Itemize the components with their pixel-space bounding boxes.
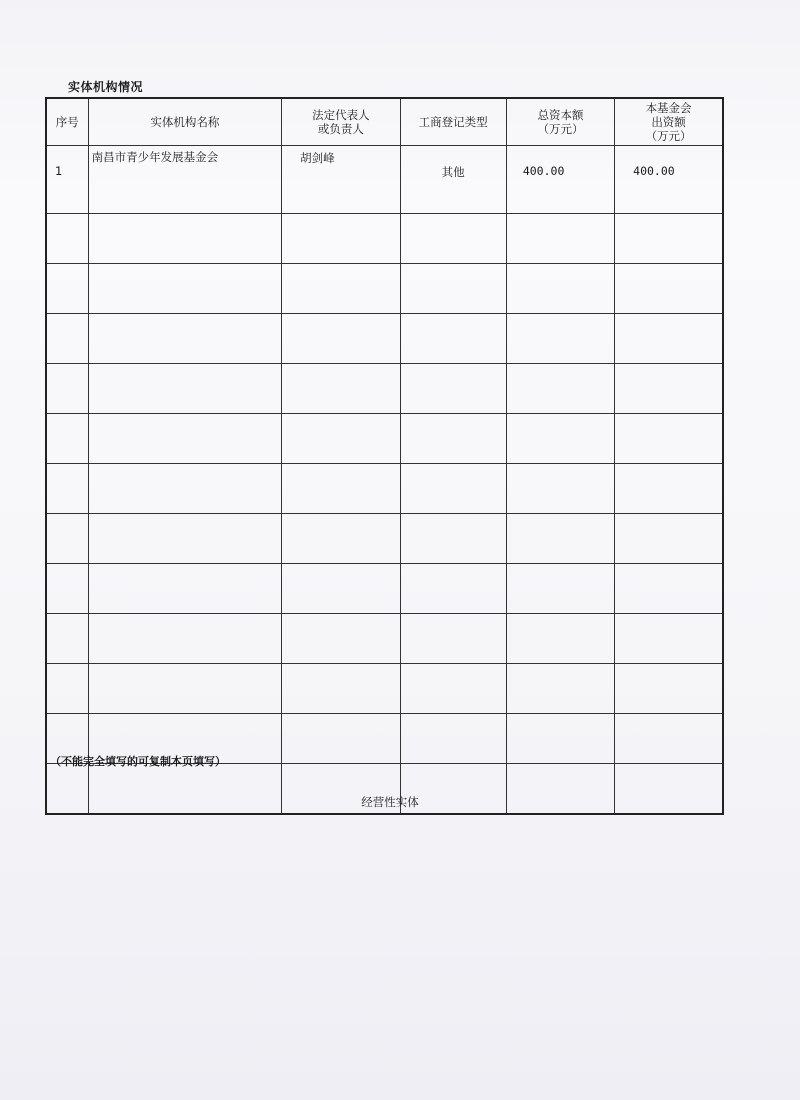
entity-table: [45, 97, 724, 815]
empty-cell: [506, 514, 614, 564]
empty-cell: [282, 664, 400, 714]
table-row: [46, 146, 723, 214]
cell-seq: 1: [46, 146, 88, 214]
empty-cell: [282, 564, 400, 614]
empty-cell: [46, 364, 88, 414]
cell-representative: 胡剑峰: [282, 146, 400, 214]
empty-cell: [46, 414, 88, 464]
empty-cell: [615, 564, 723, 614]
empty-cell: [506, 564, 614, 614]
empty-cell: [400, 364, 506, 414]
empty-cell: [506, 314, 614, 364]
header-reg-type-label: 工商登记类型: [418, 115, 488, 129]
empty-cell: [88, 264, 282, 314]
empty-cell: [506, 264, 614, 314]
empty-cell: [282, 514, 400, 564]
empty-cell: [400, 464, 506, 514]
empty-cell: [46, 464, 88, 514]
empty-cell: [506, 664, 614, 714]
empty-cell: [506, 614, 614, 664]
empty-cell: [506, 364, 614, 414]
header-contribution: [615, 98, 723, 146]
table-row-empty: [46, 614, 723, 664]
table-row-empty: [46, 264, 723, 314]
empty-cell: [46, 314, 88, 364]
empty-cell: [400, 714, 506, 764]
table-row-empty: [46, 364, 723, 414]
empty-cell: [88, 664, 282, 714]
header-total-capital: [506, 98, 614, 146]
empty-cell: [282, 464, 400, 514]
empty-cell: [615, 664, 723, 714]
empty-cell: [615, 464, 723, 514]
table-row-empty: [46, 214, 723, 264]
empty-cell: [46, 564, 88, 614]
empty-cell: [400, 514, 506, 564]
header-seq-label: 序号: [55, 115, 79, 129]
table-row-empty: [46, 414, 723, 464]
empty-cell: [506, 714, 614, 764]
empty-cell: [282, 214, 400, 264]
empty-cell: [282, 614, 400, 664]
table-row-empty: [46, 664, 723, 714]
cell-entity-name: 南昌市青少年发展基金会: [88, 146, 282, 214]
empty-cell: [400, 264, 506, 314]
empty-cell: [88, 564, 282, 614]
empty-cell: [400, 614, 506, 664]
empty-cell: [506, 214, 614, 264]
empty-cell: [46, 264, 88, 314]
footnote: （不能完全填写的可复制本页填写）: [50, 755, 226, 768]
header-contrib-line3: （万元）: [645, 129, 692, 143]
cell-total-capital: 400.00: [506, 146, 614, 214]
empty-cell: [88, 314, 282, 364]
empty-cell: [400, 664, 506, 714]
empty-cell: [400, 314, 506, 364]
empty-cell: [615, 414, 723, 464]
empty-cell: [282, 264, 400, 314]
empty-cell: [615, 314, 723, 364]
empty-cell: [88, 464, 282, 514]
empty-cell: [506, 414, 614, 464]
table-row-empty: [46, 564, 723, 614]
empty-cell: [400, 564, 506, 614]
empty-cell: [615, 364, 723, 414]
header-rep-line2: 或负责人: [317, 122, 364, 136]
empty-cell: [46, 664, 88, 714]
header-reg-type: [400, 98, 506, 146]
header-contrib-line1: 本基金会: [645, 101, 692, 115]
empty-cell: [615, 614, 723, 664]
empty-cell: [46, 214, 88, 264]
header-representative: [282, 98, 400, 146]
header-seq: [46, 98, 88, 146]
cell-reg-type: 其他: [400, 146, 506, 214]
empty-cell: [615, 264, 723, 314]
empty-cell: [46, 614, 88, 664]
header-total-line2: （万元）: [537, 122, 584, 136]
empty-cell: [88, 214, 282, 264]
empty-cell: [615, 714, 723, 764]
header-name-label: 实体机构名称: [150, 115, 220, 129]
empty-cell: [282, 414, 400, 464]
empty-cell: [506, 464, 614, 514]
table-header-row: [46, 98, 723, 146]
table-row-empty: [46, 314, 723, 364]
next-section-heading: 经营性实体: [361, 795, 419, 809]
header-rep-line1: 法定代表人: [312, 108, 370, 122]
table-row-empty: [46, 464, 723, 514]
empty-cell: [282, 314, 400, 364]
section-title: 实体机构情况: [68, 80, 144, 94]
empty-cell: [282, 714, 400, 764]
empty-cell: [88, 364, 282, 414]
empty-cell: [88, 414, 282, 464]
empty-cell: [400, 214, 506, 264]
empty-cell: [400, 414, 506, 464]
cell-contribution: 400.00: [615, 146, 723, 214]
empty-cell: [282, 364, 400, 414]
empty-cell: [615, 514, 723, 564]
empty-cell: [88, 514, 282, 564]
empty-cell: [615, 214, 723, 264]
header-contrib-line2: 出资额: [651, 115, 686, 129]
header-total-line1: 总资本额: [537, 108, 584, 122]
empty-cell: [46, 514, 88, 564]
header-name: [88, 98, 282, 146]
empty-cell: [88, 614, 282, 664]
table-row-empty: [46, 514, 723, 564]
